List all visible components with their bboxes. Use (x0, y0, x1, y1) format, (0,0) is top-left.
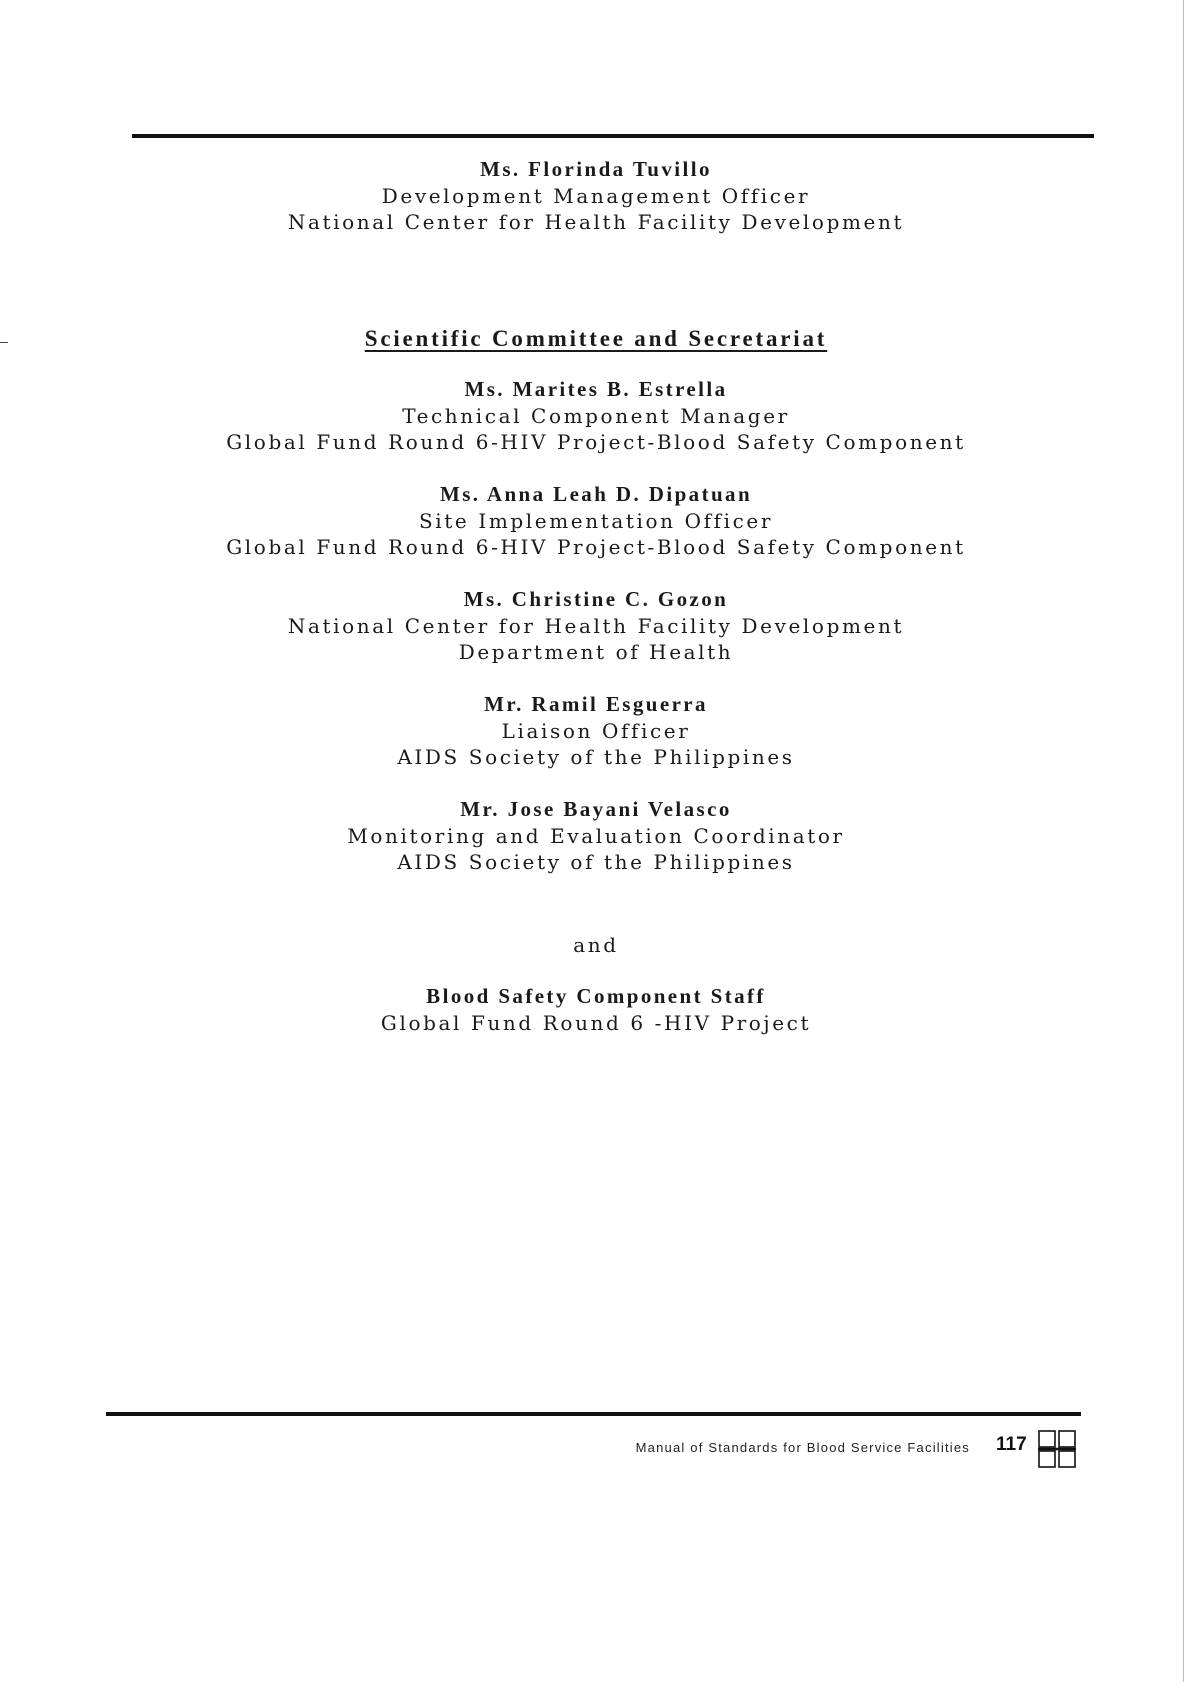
bottom-rule (106, 1412, 1081, 1416)
member-department: Department of Health (458, 640, 734, 664)
member-entry (0, 376, 1192, 456)
member-name: Ms. Christine C. Gozon (463, 587, 729, 611)
closing-entry-name: Blood Safety Component Staff (426, 984, 766, 1008)
member-entry (0, 796, 1192, 876)
closing-entry-organization: Global Fund Round 6 -HIV Project (380, 1010, 812, 1035)
entry-name: Ms. Florinda Tuvillo (480, 157, 712, 181)
member-organization: National Center for Health Facility Development (287, 613, 905, 638)
member-title: Monitoring and Evaluation Coordinator (347, 823, 845, 848)
member-organization: AIDS Society of the Philippines (397, 850, 795, 874)
conjunction-text: and (573, 933, 619, 957)
top-rule (132, 134, 1094, 138)
member-title: Technical Component Manager (402, 403, 790, 428)
member-name: Ms. Marites B. Estrella (464, 377, 728, 401)
entry-florinda-tuvillo (0, 156, 1192, 236)
section-heading (0, 326, 1192, 352)
footer-title: Manual of Standards for Blood Service Facilities (635, 1440, 970, 1455)
member-organization: AIDS Society of the Philippines (397, 745, 795, 769)
member-organization: Global Fund Round 6-HIV Project-Blood Safety Component (226, 535, 966, 559)
closing-entry (0, 983, 1192, 1036)
entry-organization: National Center for Health Facility Development (287, 210, 905, 234)
member-entry (0, 481, 1192, 561)
section-heading-text: Scientific Committee and Secretariat (364, 326, 828, 351)
member-name: Ms. Anna Leah D. Dipatuan (439, 482, 753, 506)
conjunction (0, 932, 1192, 959)
entry-title: Development Management Officer (381, 183, 811, 208)
page-number: 117 (996, 1434, 1027, 1455)
member-title: Liaison Officer (501, 718, 691, 743)
member-name: Mr. Jose Bayani Velasco (460, 797, 732, 821)
member-organization: Global Fund Round 6-HIV Project-Blood Safety Component (226, 430, 966, 454)
member-entry (0, 691, 1192, 771)
member-name: Mr. Ramil Esguerra (484, 692, 708, 716)
page-footer (0, 1430, 1192, 1470)
member-title: Site Implementation Officer (419, 508, 773, 533)
grid-squares-icon (1038, 1430, 1076, 1468)
member-entry (0, 586, 1192, 666)
